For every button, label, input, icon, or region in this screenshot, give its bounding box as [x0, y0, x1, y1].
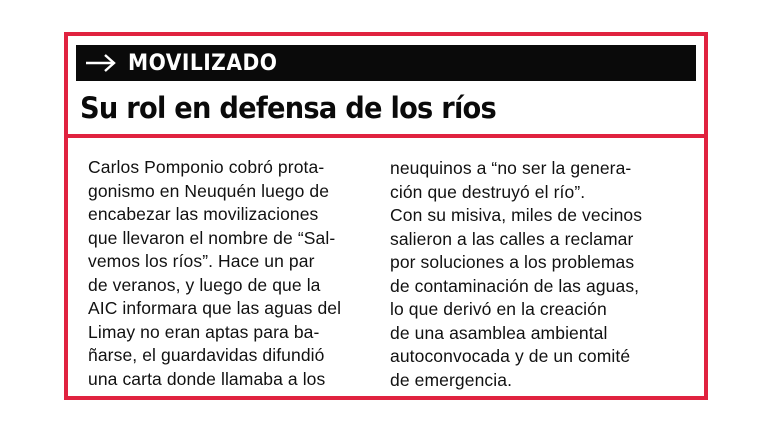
- sidebar-box: [64, 32, 708, 400]
- arrow-right-icon: [84, 45, 118, 81]
- divider: [68, 134, 704, 138]
- body-column-left: Carlos Pomponio cobró prota- gonismo en Neuquén luego de encabezar las movilizaciones que llevaron el nombre de “Sal- vemos los ríos”. Hace un par de veranos, y luego de que la AIC informara que las aguas del Limay no eran aptas para ba- ñarse, el guardavidas difundió una carta donde llamaba a los: [88, 157, 342, 389]
- kicker-label: MOVILIZADO: [128, 50, 278, 76]
- kicker-bar: [76, 45, 696, 81]
- headline: Su rol en defensa de los ríos: [80, 91, 497, 125]
- body-column-right: neuquinos a “no ser la genera- ción que destruyó el río”. Con su misiva, miles de vecinos salieron a las calles a reclamar por soluciones a los problemas de contaminación de las aguas, lo que derivó en la creación de una asamblea ambiental autoconvocada y de un comité de emergencia.: [390, 158, 643, 390]
